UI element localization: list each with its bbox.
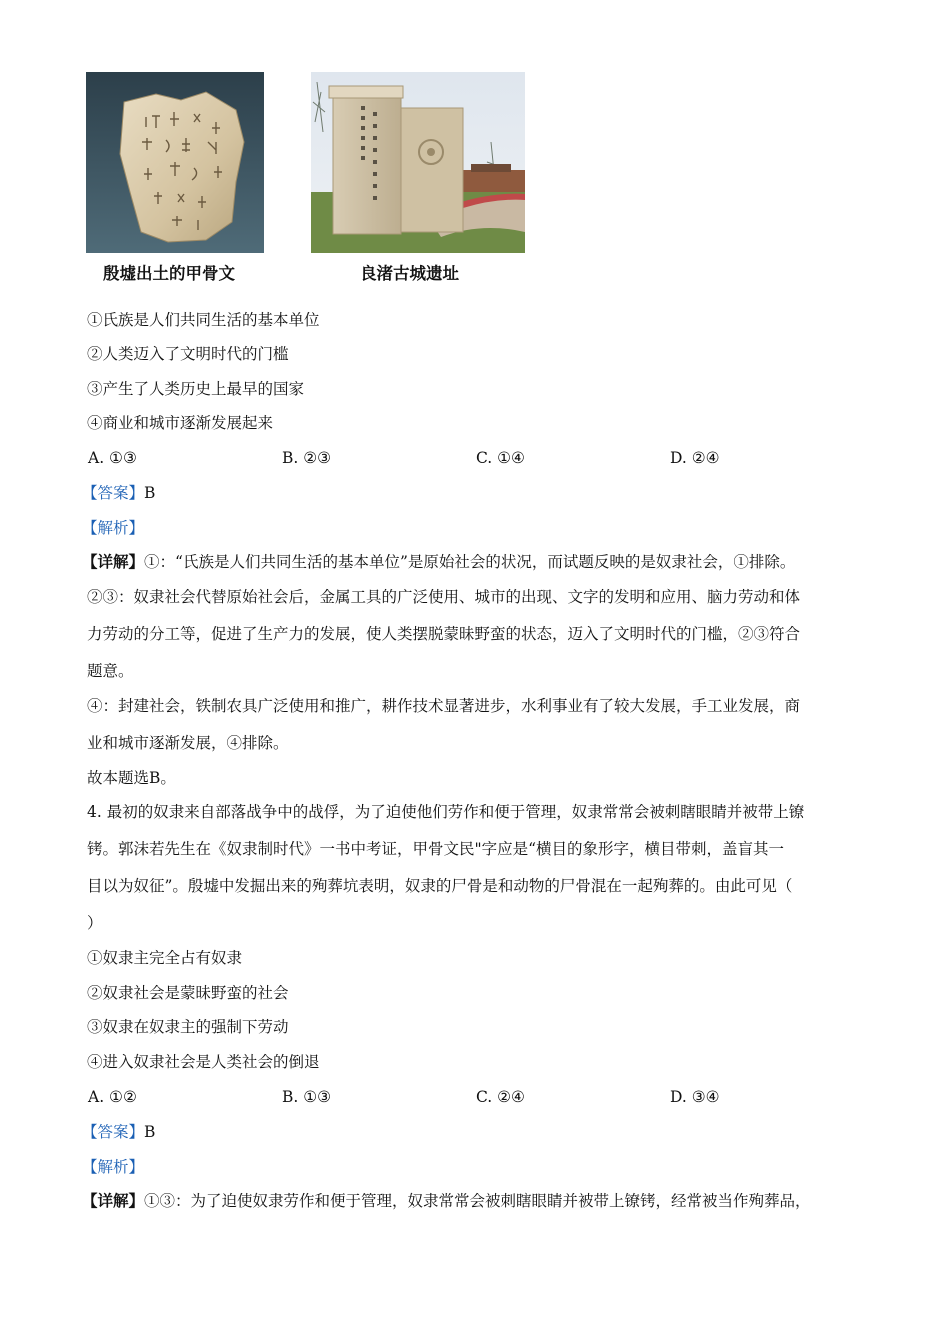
figure-caption-oracle-bone: 殷墟出土的甲骨文 [103,264,235,283]
q4-item-2: ②奴隶社会是蒙昧野蛮的社会 [87,984,289,1002]
figure-caption-liangzhu: 良渚古城遗址 [360,264,459,283]
detail-text: ①③：为了迫使奴隶劳作和便于管理，奴隶常常会被刺瞎眼睛并被带上镣铐，经常被当作殉葬品， [144,1192,811,1210]
q3-detail-2: ②③：奴隶社会代替原始社会后，金属工具的广泛使用、城市的出现、文字的发明和应用、脑力劳动和体 [87,588,801,606]
q3-option-a: A. ①③ [88,449,137,467]
q3-item-2: ②人类迈入了文明时代的门槛 [87,345,289,363]
q4-stem-3: 目以为奴征”。殷墟中发掘出来的殉葬坑表明，奴隶的尸骨是和动物的尸骨混在一起殉葬的。由此可见（ [87,877,793,895]
q3-analysis [82,518,144,538]
q4-stem-1: 4. 最初的奴隶来自部落战争中的战俘，为了迫使他们劳作和便于管理，奴隶常常会被刺瞎眼睛并被带上镣 [87,803,805,821]
oracle-bone-photo-icon [86,72,264,253]
q3-answer [82,483,155,503]
answer-tag: 【答案】 [82,1123,145,1141]
q3-item-4: ④商业和城市逐渐发展起来 [87,414,274,432]
answer-value: B [144,484,156,502]
q3-detail-4: 题意。 [87,662,134,680]
q4-option-b: B. ①③ [282,1088,332,1106]
q3-option-c: C. ①④ [476,449,525,467]
detail-text: ①：“氏族是人们共同生活的基本单位”是原始社会的状况，而试题反映的是奴隶社会，①排除。 [144,553,796,571]
q3-detail-5: ④：封建社会，铁制农具广泛使用和推广，耕作技术显著进步，水利事业有了较大发展，手工业发展，商 [87,697,801,715]
answer-value: B [144,1123,156,1141]
detail-tag: 【详解】 [82,1191,145,1210]
q4-option-a: A. ①② [88,1088,137,1106]
detail-tag: 【详解】 [82,552,145,571]
q3-detail-3: 力劳动的分工等，促进了生产力的发展，使人类摆脱蒙昧野蛮的状态，迈入了文明时代的门槛，②③符合 [87,625,801,643]
q3-detail-6: 业和城市逐渐发展，④排除。 [87,734,289,752]
q4-item-4: ④进入奴隶社会是人类社会的倒退 [87,1053,320,1071]
q4-option-c: C. ②④ [476,1088,525,1106]
analysis-tag: 【解析】 [82,1158,145,1176]
analysis-tag: 【解析】 [82,519,145,537]
q4-option-d: D. ③④ [670,1088,720,1106]
liangzhu-ruins-photo-icon [311,72,525,253]
answer-tag: 【答案】 [82,484,145,502]
q3-item-1: ①氏族是人们共同生活的基本单位 [87,311,320,329]
q4-stem-4: ） [87,914,103,932]
q4-item-1: ①奴隶主完全占有奴隶 [87,949,243,967]
q3-option-d: D. ②④ [670,449,720,467]
q4-detail-1 [82,1191,811,1211]
q4-analysis [82,1157,144,1177]
q4-answer [82,1122,155,1142]
q3-option-b: B. ②③ [282,449,332,467]
q4-stem-2: 铐。郭沫若先生在《奴隶制时代》一书中考证，甲骨文民"字应是“横目的象形字，横目带刺，盖盲其一 [87,840,785,858]
q3-detail-1 [82,552,795,572]
q3-detail-7: 故本题选B。 [87,769,176,787]
q4-item-3: ③奴隶在奴隶主的强制下劳动 [87,1018,289,1036]
q3-item-3: ③产生了人类历史上最早的国家 [87,380,305,398]
